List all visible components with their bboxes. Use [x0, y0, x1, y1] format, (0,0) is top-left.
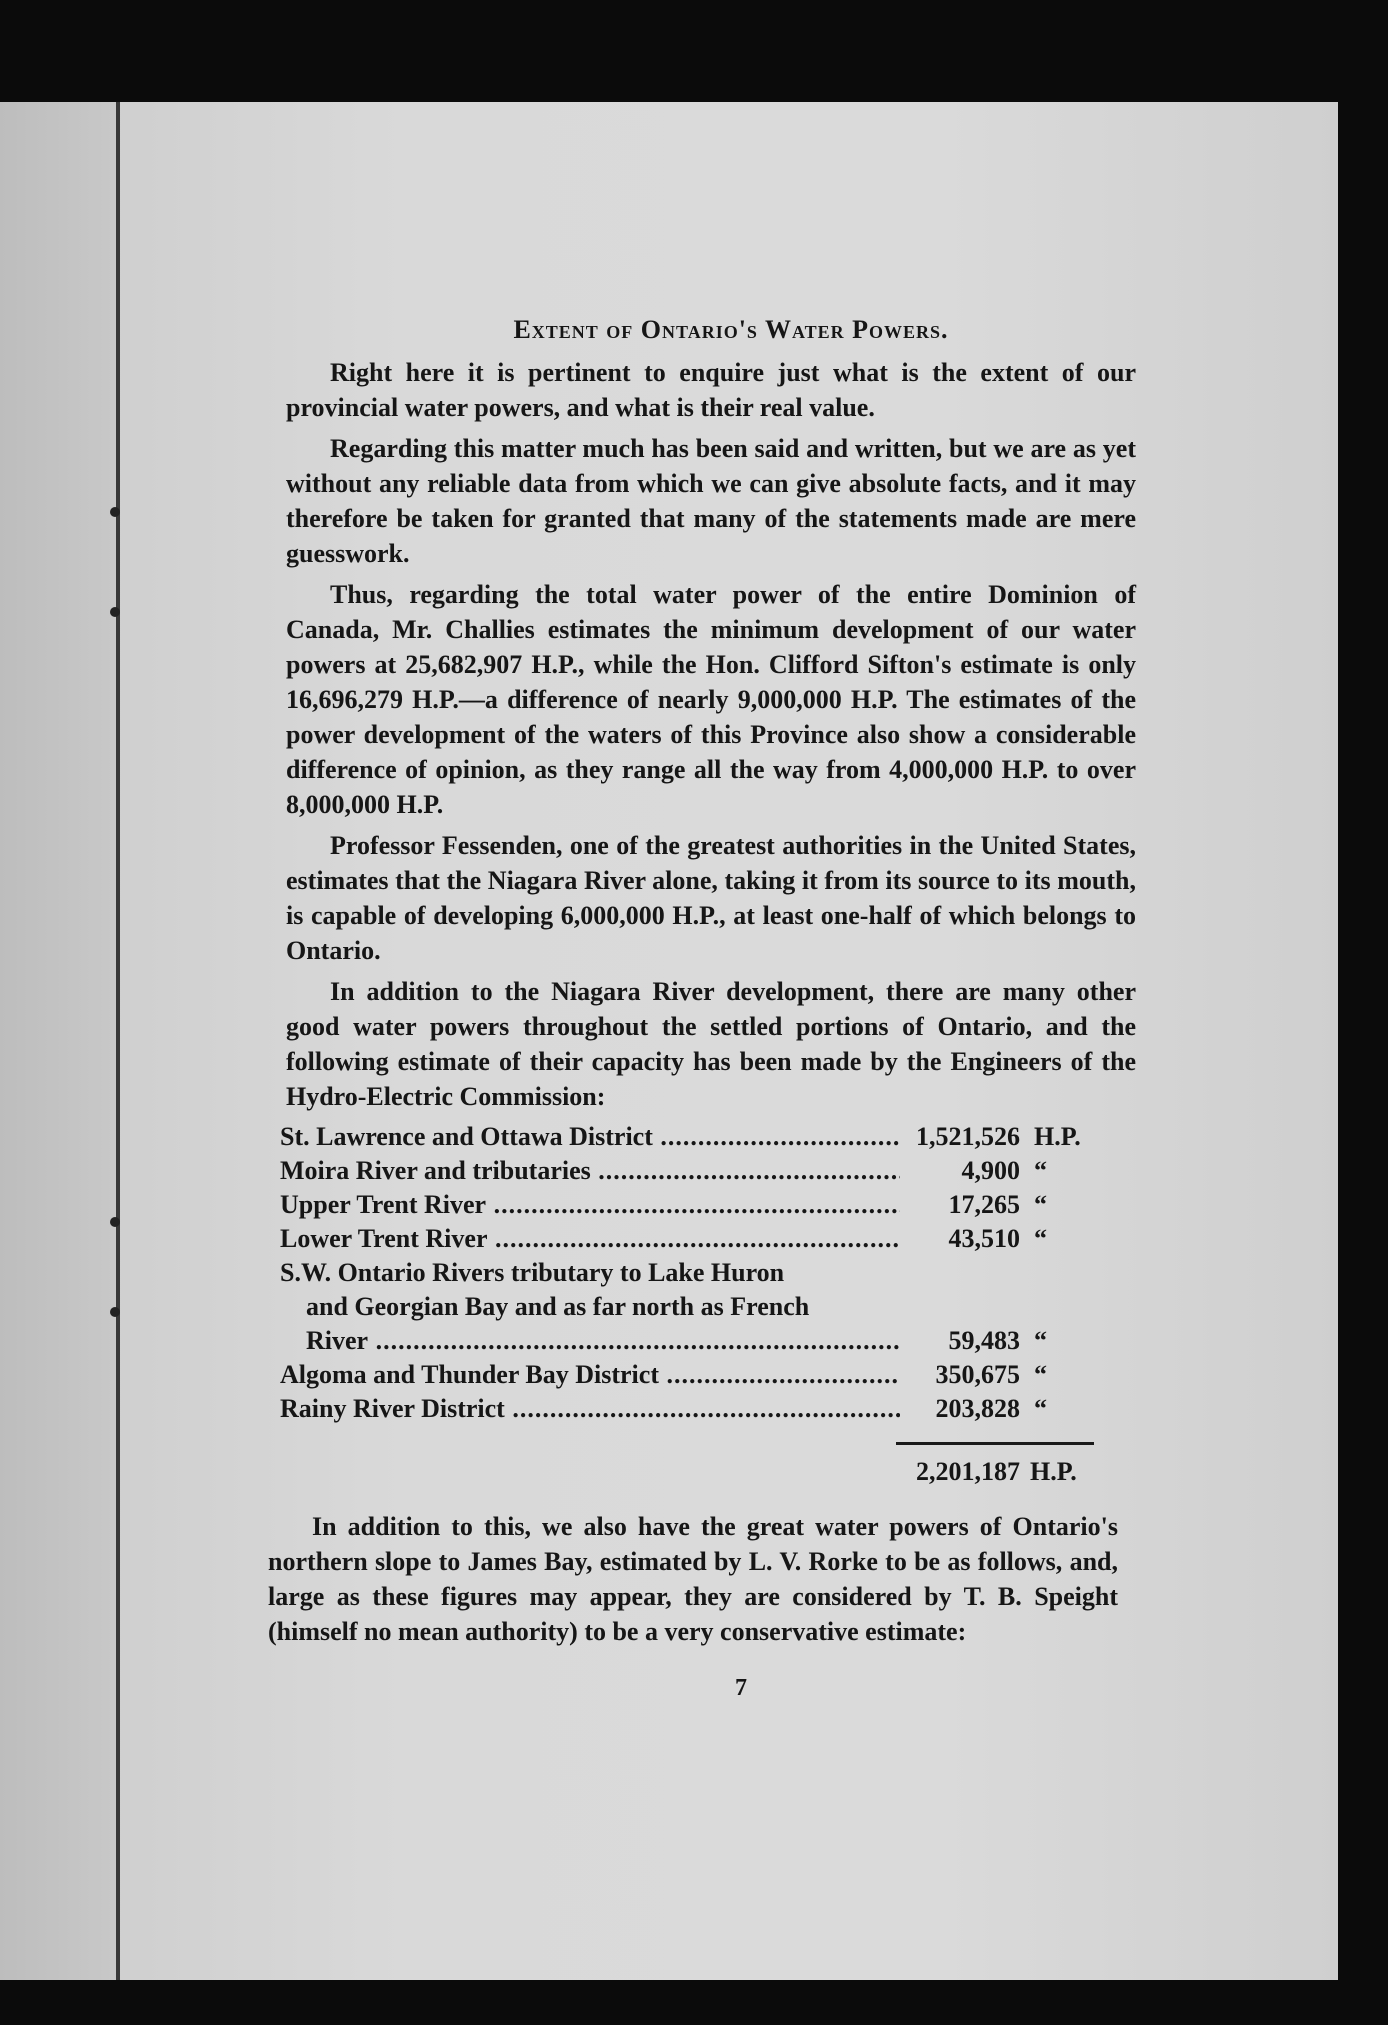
water-power-table [280, 1120, 1110, 1489]
binding-mark [110, 1217, 120, 1227]
row-name: Rainy River District [280, 1394, 505, 1423]
table-row [280, 1358, 1110, 1392]
row-unit: H.P. [1034, 1122, 1081, 1151]
row-value: 203,828 [935, 1394, 1020, 1423]
row-value: 350,675 [935, 1360, 1020, 1389]
paragraph: Thus, regarding the total water power of the entire Dominion of Canada, Mr. Challies estimates the minimum development of our water powers at 25,682,907 H.P., while the Hon. Clifford Sifton's estimate is only 16,696,279 H.P.—a difference of nearly 9,000,000 H.P. The estimates of the power development of the waters of this Province also show a considerable difference of opinion, as they range all the way from 4,000,000 H.P. to over 8,000,000 H.P. [286, 580, 1136, 819]
total-rule [896, 1442, 1094, 1445]
row-unit: “ [1034, 1360, 1047, 1389]
row-value: 59,483 [948, 1326, 1020, 1355]
row-value: 43,510 [948, 1224, 1020, 1253]
paragraph: In addition to this, we also have the great water powers of Ontario's northern slope to James Bay, estimated by L. V. Rorke to be as follows, and, large as these figures may appear, they are considered by T. B. Speight (himself no mean authority) to be a very conservative estimate: [268, 1512, 1118, 1646]
table-row [280, 1256, 1110, 1358]
row-value: 1,521,526 [916, 1122, 1020, 1151]
binding-shadow [0, 102, 116, 1980]
table-total [280, 1455, 1110, 1489]
table-row [280, 1154, 1110, 1188]
row-name: Algoma and Thunder Bay District [280, 1360, 659, 1389]
paragraph: In addition to the Niagara River development, there are many other good water powers throughout the settled portions of Ontario, and the following estimate of their capacity has been made by the Engineers of the Hydro-Electric Commission: [286, 977, 1136, 1111]
page-text [268, 312, 1136, 1706]
document-page [0, 102, 1338, 1980]
page-heading: Extent of Ontario's Water Powers. [513, 315, 949, 344]
total-unit: H.P. [1030, 1457, 1077, 1486]
paragraph: Right here it is pertinent to enquire just what is the extent of our provincial water powers, and what is their real value. [286, 358, 1136, 422]
row-unit: “ [1034, 1394, 1047, 1423]
row-name: and Georgian Bay and as far north as French [306, 1292, 810, 1321]
table-row [280, 1188, 1110, 1222]
page-number: 7 [735, 1675, 747, 1701]
binding-mark [110, 1307, 120, 1317]
row-unit: “ [1034, 1224, 1047, 1253]
row-name: Moira River and tributaries [280, 1156, 591, 1185]
row-name: St. Lawrence and Ottawa District [280, 1122, 653, 1151]
table-row [280, 1392, 1110, 1426]
paragraph: Regarding this matter much has been said and written, but we are as yet without any reliable data from which we can give absolute facts, and it may therefore be taken for granted that many of the statements made are mere guesswork. [286, 434, 1136, 568]
row-unit: “ [1034, 1190, 1047, 1219]
row-name: River [306, 1326, 369, 1355]
row-name: Upper Trent River [280, 1190, 487, 1219]
row-name: Lower Trent River [280, 1224, 488, 1253]
binding-line [116, 102, 120, 1980]
total-value: 2,201,187 [916, 1457, 1020, 1486]
row-value: 4,900 [961, 1156, 1020, 1185]
row-name: S.W. Ontario Rivers tributary to Lake Huron [280, 1258, 785, 1287]
row-unit: “ [1034, 1156, 1047, 1185]
binding-mark [110, 507, 120, 517]
table-row [280, 1120, 1110, 1154]
paragraph: Professor Fessenden, one of the greatest authorities in the United States, estimates that the Niagara River alone, taking it from its source to its mouth, is capable of developing 6,000,000 H.P., at least one-half of which belongs to Ontario. [286, 831, 1136, 965]
table-row [280, 1222, 1110, 1256]
row-value: 17,265 [948, 1190, 1020, 1219]
binding-mark [110, 607, 120, 617]
row-unit: “ [1034, 1326, 1047, 1355]
